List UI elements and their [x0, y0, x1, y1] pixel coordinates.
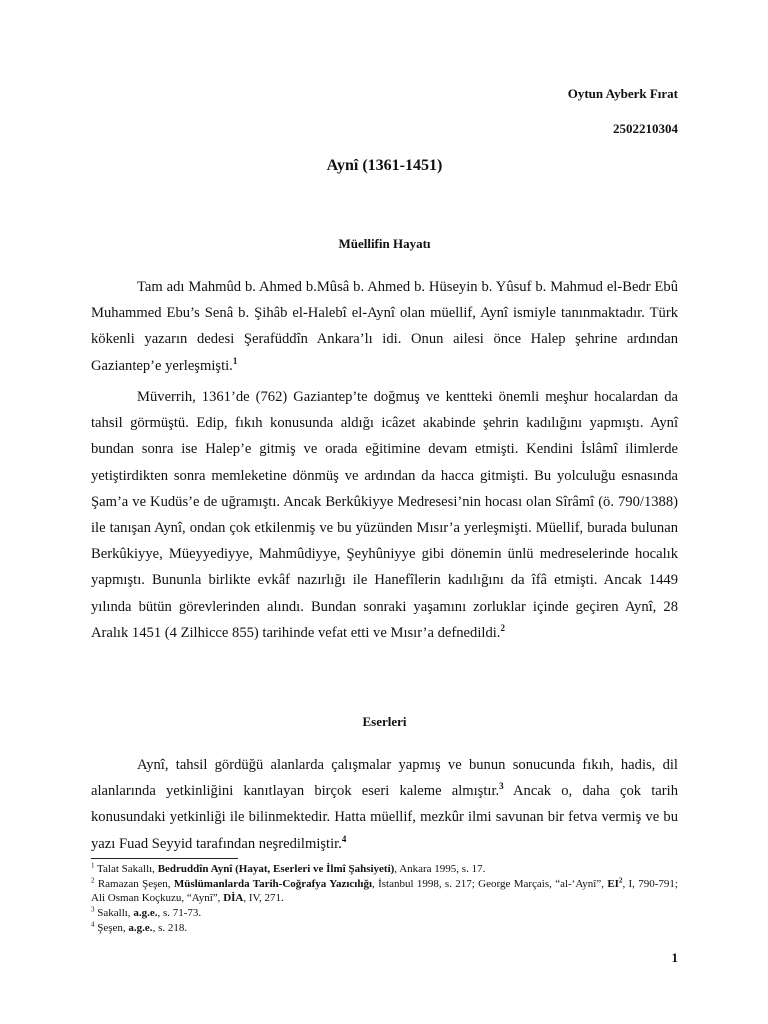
footnote-number: 1: [91, 861, 95, 870]
footnote-work-title: a.g.e.: [128, 921, 153, 934]
page-number: 1: [671, 950, 678, 965]
document-page: [91, 0, 678, 1024]
paragraph-biography-2: [91, 384, 678, 646]
footnote-text: , s. 218.: [152, 921, 188, 934]
footnote-ref[interactable]: 2: [500, 622, 505, 633]
footnote-text: , Ankara 1995, s. 17.: [394, 863, 486, 875]
footnote-work-title: DİA: [223, 892, 244, 905]
footnote-number: 3: [91, 905, 95, 914]
footnote-2: [91, 877, 678, 906]
document-title: Aynî (1361-1451): [326, 157, 443, 174]
footnote-1: [91, 862, 678, 877]
footnote-4: [91, 921, 678, 936]
footnote-separator: [91, 858, 238, 859]
section-heading-biography: Müellifin Hayatı: [338, 236, 431, 251]
paragraph-text: Tam adı Mahmûd b. Ahmed b.Mûsâ b. Ahmed b. Hüseyin b. Yûsuf b. Mahmud el-Bedr Ebû Muhammed Ebu’s Senâ b. Şihâb el-Halebî el-Aynî olan müellif, Aynî ismiyle tanınmaktadır. Türk kökenli yazarın dedesi Şerafüddîn Ankara’lı idi. Onun ailesi önce Halep şehrine ardından Gaziantep’e yerleşmişti.: [91, 279, 678, 374]
footnote-work-title: Müslümanlarda Tarih-Coğrafya Yazıcılığı: [173, 877, 372, 890]
paragraph-text: Müverrih, 1361’de (762) Gaziantep’te doğmuş ve kentteki önemli meşhur hocalardan da tahsil görmüştü. Edip, fıkıh konusunda aldığı icâzet akabinde şehrin kadılığını yapmıştı. Aynî bundan sonra ise Halep’e gitmiş ve orada eğitimine devam etmişti. Kendini İslâmî ilimlerde yetiştirdikten sonra memleketine dönmüş ve ardından da hacca gitmişti. Bu yolculuğu esnasında Şam’a ve Kudüs’e de uğramıştı. Ancak Berkûkiyye Medresesi’nin hocası olan Sîrâmî (ö. 790/1388) ile tanışan Aynî, ondan çok etkilenmiş ve bu yüzünden Mısır’a yerleşmişti. Müellif, burada bulunan Berkûkiyye, Müeyyediyye, Mahmûdiyye, Şeyhûniyye gibi dönemin ünlü medreselerinde hocalık yapmıştı. Bununla birlikte evkâf nazırlığı ile Hanefîlerin kadılığını da îfâ etmişti. Ancak 1449 yılında bütün görevlerinden alındı. Bundan sonraki yaşamını zorluklar içinde geçiren Aynî, 28 Aralık 1451 (4 Zilhicce 855) tarihinde vefat etti ve Mısır’a defnedildi.: [91, 389, 678, 641]
footnote-edition: 2: [618, 876, 623, 885]
paragraph-works-1: [91, 752, 678, 857]
footnote-work-title: Bedruddîn Aynî (Hayat, Eserleri ve İlmî Şahsiyeti): [157, 863, 395, 875]
footnote-ref[interactable]: 1: [232, 355, 238, 366]
footnote-ref[interactable]: 3: [499, 781, 504, 792]
footnote-text: , s. 71-73.: [157, 907, 202, 920]
footnote-work-abbrev: EI: [607, 877, 619, 890]
author-name: Oytun Ayberk Fırat: [567, 86, 678, 101]
footnote-text: Sakallı,: [94, 907, 134, 920]
footnote-text: Talat Sakallı,: [94, 863, 158, 875]
footnote-text: Şeşen,: [94, 921, 129, 934]
section-heading-works: Eserleri: [362, 714, 407, 729]
footnote-ref[interactable]: 4: [341, 833, 347, 844]
footnote-number: 2: [91, 876, 95, 885]
student-id: 2502210304: [613, 121, 678, 136]
footnote-number: 4: [91, 920, 95, 929]
footnote-text: Ramazan Şeşen,: [94, 877, 174, 890]
footnote-text: , IV, 271.: [243, 892, 284, 905]
footnote-text: , İstanbul 1998, s. 217; George Marçais, “al-‘Aynî”,: [372, 877, 608, 890]
paragraph-text: Ancak o, daha çok tarih konusundaki yetkinliği ile bilinmektedir. Hatta müellif, mezkûr ilmi savunan bir fetva vermiş ve bu yazı Fuad Seyyid tarafından neşredilmiştir.: [91, 783, 678, 852]
footnotes: [91, 862, 678, 936]
footnote-3: [91, 906, 678, 921]
paragraph-biography-1: [91, 274, 678, 379]
footnote-work-title: [607, 878, 622, 890]
footnote-text: , I, 790-791; Ali Osman Koçkuzu, “Aynî”,: [91, 877, 678, 905]
footnote-work-title: a.g.e.: [133, 907, 158, 920]
paragraph-text: Aynî, tahsil gördüğü alanlarda çalışmalar yapmış ve bunun sonucunda fıkıh, hadis, dil alanlarında yetkinliğini kanıtlayan birçok eseri kaleme almıştır.: [91, 757, 678, 800]
